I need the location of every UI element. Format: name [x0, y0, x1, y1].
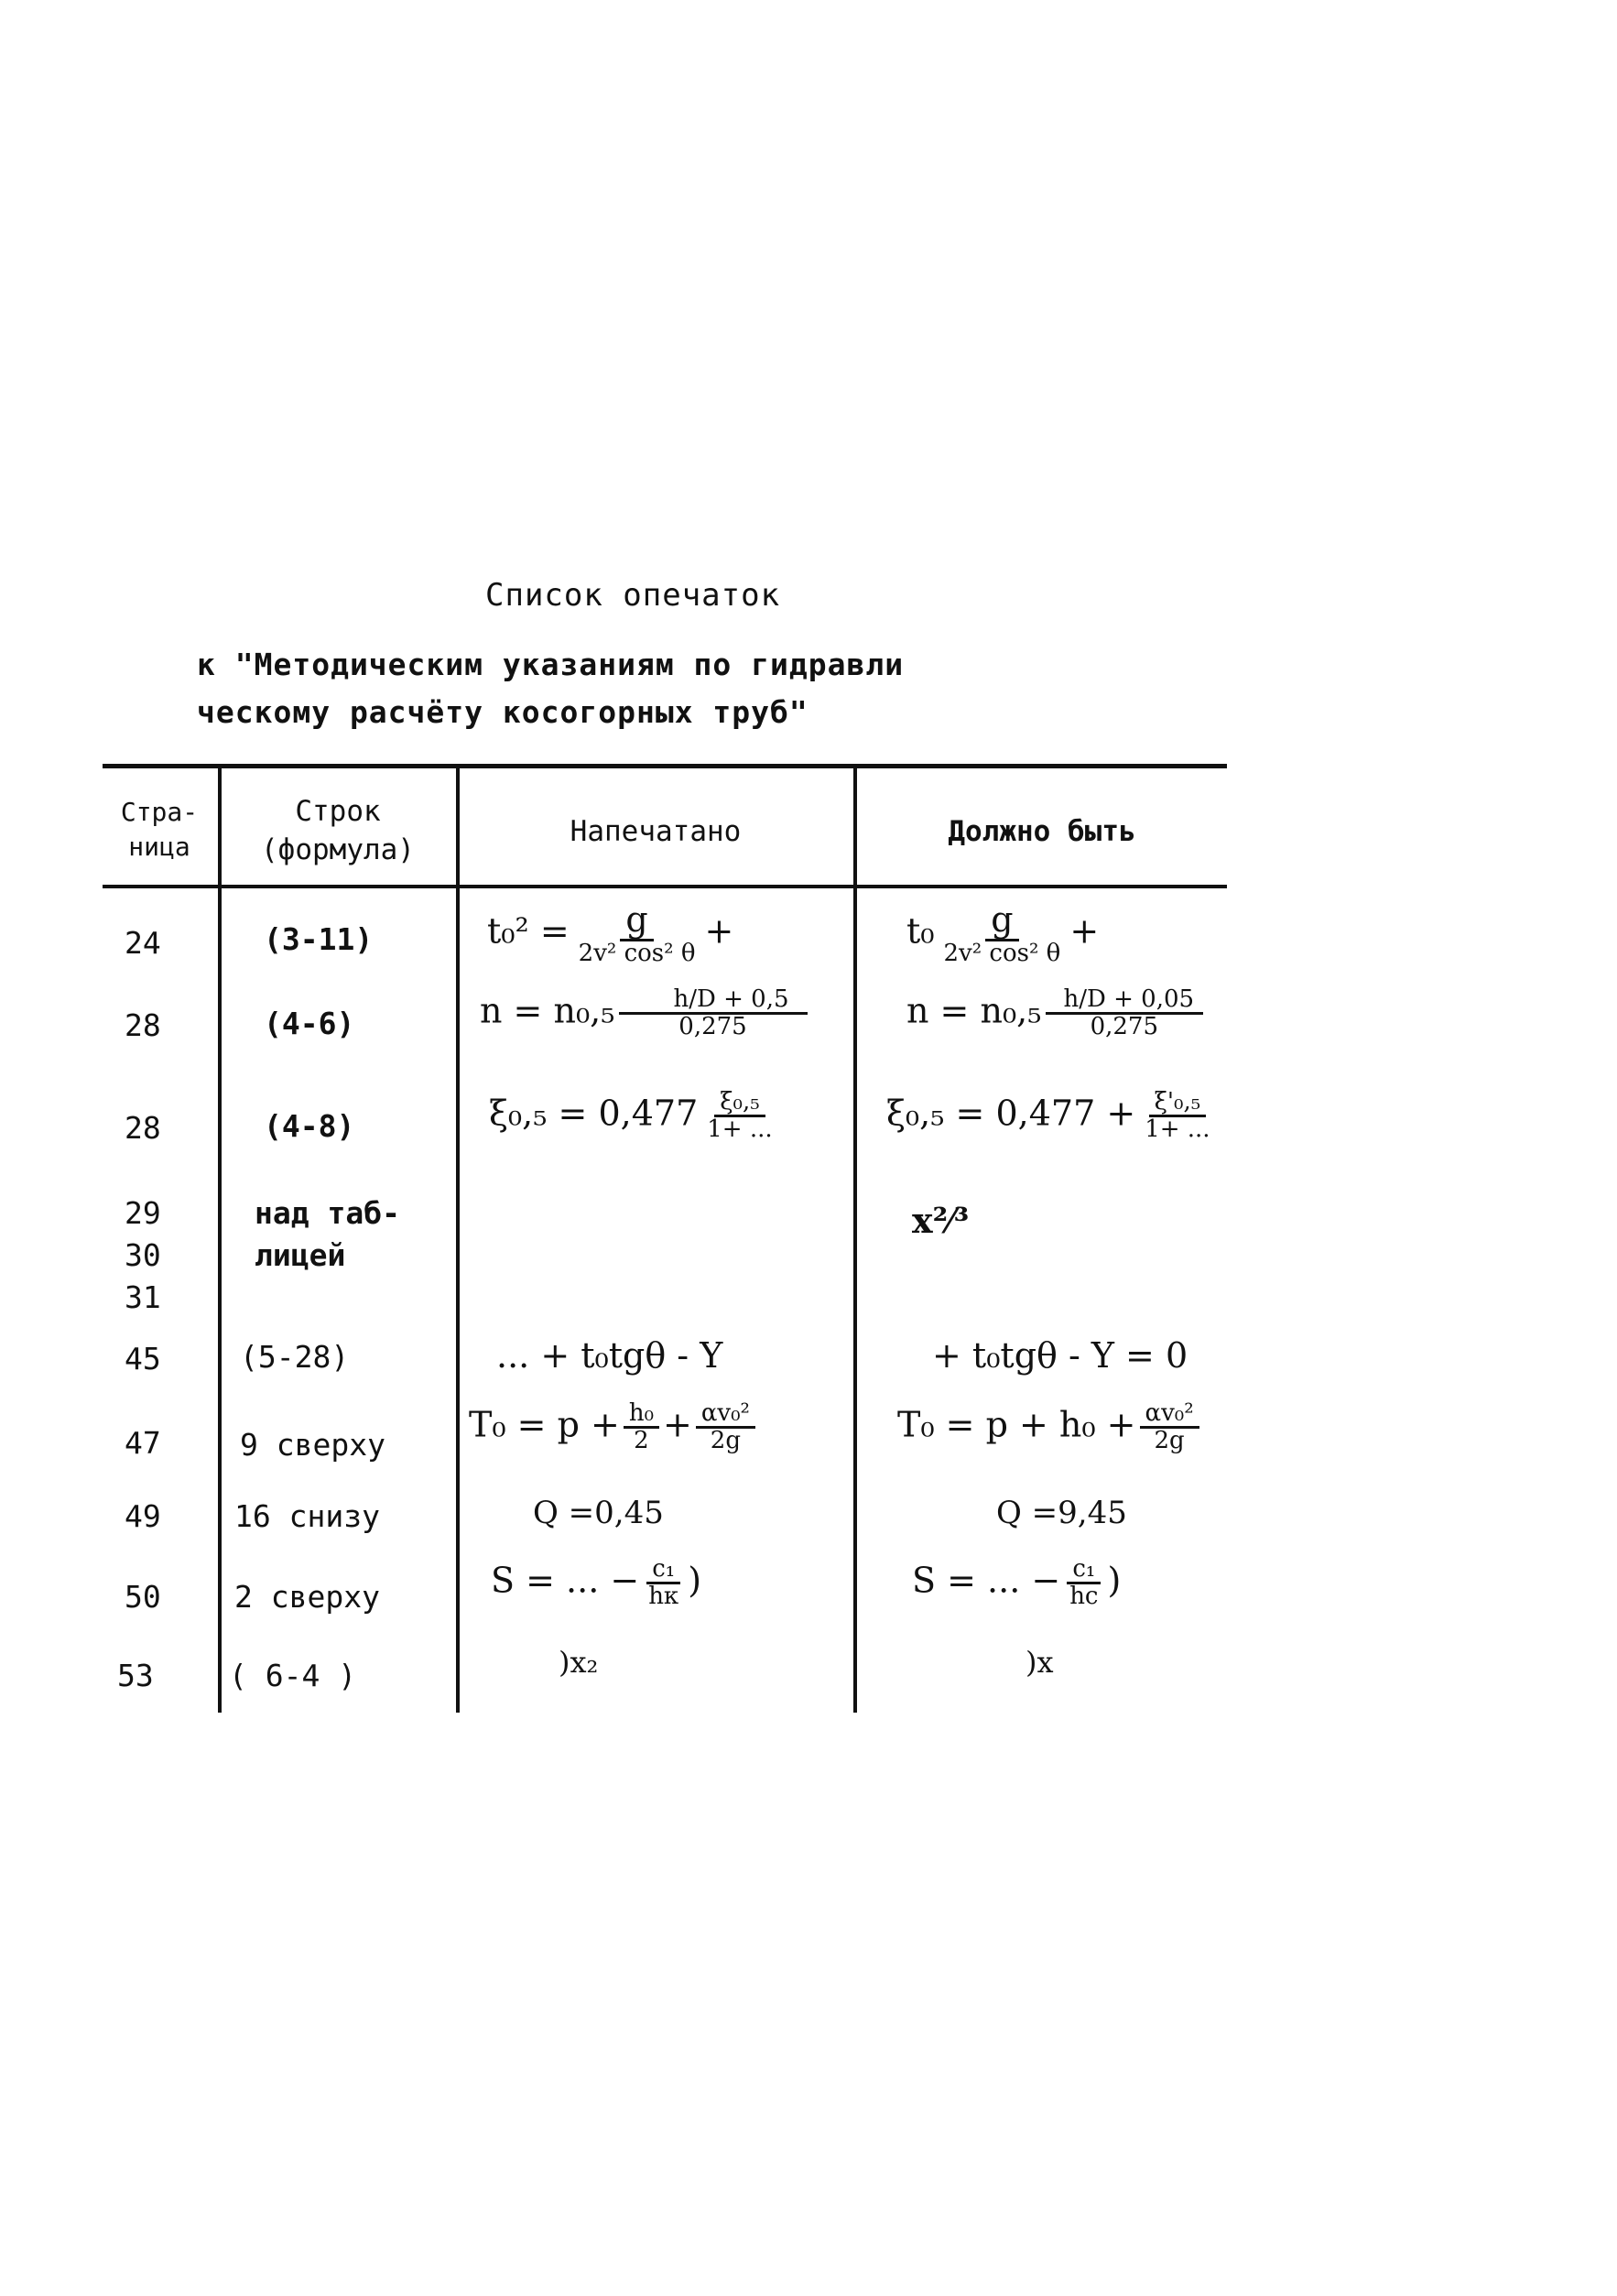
row-4-correct-formula: x²⁄³	[912, 1200, 970, 1241]
row-2-correct-formula: n = n₀,₅ $\frac{h/D + 0,05}{0,275}$	[906, 987, 1207, 1040]
row-6-correct-formula: T₀ = p + h₀ + $\frac{\text{αv₀²}}{2g}$	[897, 1401, 1203, 1454]
row-3-page: 28	[125, 1110, 161, 1146]
header-printed: Напечатано	[570, 815, 742, 848]
row-7-correct-formula: Q =9,45	[996, 1495, 1127, 1531]
page-title: Список опечаток	[485, 577, 781, 614]
row-5-line: (5-28)	[240, 1339, 350, 1375]
row-5-page: 45	[125, 1341, 161, 1377]
row-6-line: 9 сверху	[240, 1427, 385, 1463]
row-3-line: (4-8)	[264, 1108, 355, 1144]
header-page: Стра- ница	[120, 797, 199, 862]
row-5-printed-formula: ... + t₀tgθ - Y	[496, 1335, 723, 1376]
row-9-page: 53	[117, 1658, 154, 1693]
row-8-printed-formula: S = ... − $\frac{\text{c₁}}{hк}$ )	[491, 1555, 702, 1611]
row-8-line: 2 сверху	[234, 1579, 380, 1615]
row-3-printed-formula: ξ₀,₅ = 0,477 $\frac{\text{ξ₀,₅}}{1+ ...}$	[489, 1088, 773, 1144]
row-7-printed-formula: Q =0,45	[533, 1495, 664, 1531]
row-4-page: 29 30 31	[125, 1195, 161, 1315]
subtitle-line-2: ческому расчёту косогорных труб"	[197, 694, 808, 730]
row-1-printed-formula: t₀² = $\frac{g}{\text{2v² cos² θ}}$ +	[487, 899, 734, 967]
table-header-rule	[103, 885, 1227, 888]
row-6-page: 47	[125, 1425, 161, 1461]
row-7-line: 16 снизу	[234, 1498, 380, 1534]
header-line: Строк (формула)	[261, 795, 415, 866]
column-divider-2	[456, 764, 460, 1713]
row-7-page: 49	[125, 1498, 161, 1534]
subtitle-line-1: к "Методическим указаниям по гидравли	[197, 647, 905, 682]
row-2-page: 28	[125, 1007, 161, 1043]
row-9-correct-formula: )x	[1026, 1645, 1054, 1680]
row-2-line: (4-6)	[264, 1006, 355, 1041]
column-divider-1	[218, 764, 222, 1713]
table-top-rule	[103, 764, 1227, 768]
row-2-printed-formula: n = n₀,₅ $\frac{h/D + 0,5}{0,275}$	[480, 987, 811, 1040]
row-6-printed-formula: T₀ = p + $\frac{\text{h₀}}{2}$ + $\frac{\text{αv₀²}}{2g}$	[469, 1401, 759, 1454]
row-3-correct-formula: ξ₀,₅ = 0,477 + $\frac{\text{ξ'₀,₅}}{1+ ...}$	[886, 1088, 1210, 1144]
row-4-line: над таб- лицей	[255, 1195, 400, 1273]
row-1-line: (3-11)	[264, 921, 374, 957]
row-1-correct-formula: t₀ $\frac{g}{\text{2v² cos² θ}}$ +	[906, 899, 1100, 967]
row-1-page: 24	[125, 925, 161, 961]
row-5-correct-formula: + t₀tgθ - Y = 0	[932, 1335, 1188, 1376]
row-8-correct-formula: S = ... − $\frac{\text{c₁}}{hc}$ )	[912, 1555, 1122, 1611]
row-9-line: ( 6-4 )	[229, 1658, 357, 1693]
row-8-page: 50	[125, 1579, 161, 1615]
header-should-be: Должно быть	[948, 815, 1136, 848]
row-9-printed-formula: )x₂	[559, 1645, 599, 1680]
column-divider-3	[853, 764, 857, 1713]
